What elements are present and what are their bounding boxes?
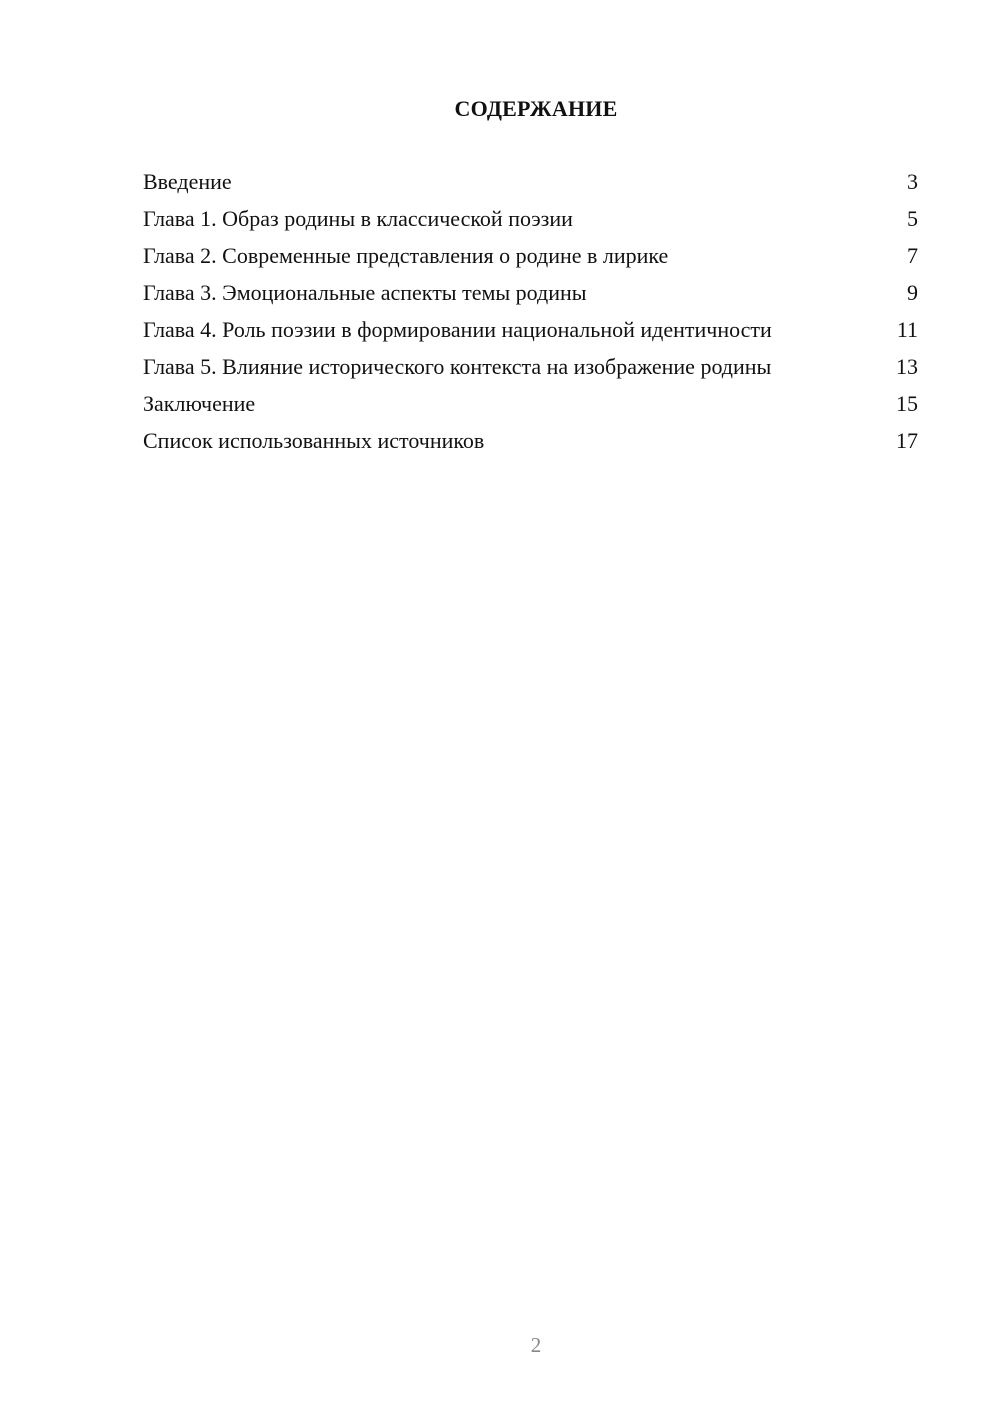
toc-item-page: 17 — [896, 428, 918, 453]
toc-item-page: 5 — [907, 206, 918, 231]
toc-item-chapter-5 — [143, 353, 918, 380]
toc-item-page: 3 — [907, 169, 918, 194]
toc-item-page: 7 — [907, 243, 918, 268]
toc-item-introduction — [143, 168, 918, 195]
toc-item-chapter-4 — [143, 316, 918, 343]
toc-item-text: Глава 2. Современные представления о родине в лирике — [143, 243, 669, 268]
table-of-contents — [143, 168, 918, 464]
toc-item-text: Введение — [143, 169, 232, 194]
toc-item-text: Заключение — [143, 391, 256, 416]
toc-item-chapter-2 — [143, 242, 918, 269]
toc-item-page: 15 — [896, 391, 918, 416]
toc-item-chapter-1 — [143, 205, 918, 232]
toc-item-text: Глава 1. Образ родины в классической поэзии — [143, 206, 573, 231]
toc-item-text: Глава 4. Роль поэзии в формировании национальной идентичности — [143, 317, 772, 342]
toc-item-page: 9 — [907, 280, 918, 305]
toc-item-page: 11 — [896, 317, 918, 342]
toc-item-conclusion — [143, 390, 918, 417]
toc-item-text: Глава 3. Эмоциональные аспекты темы родины — [143, 280, 587, 305]
toc-item-text: Глава 5. Влияние исторического контекста на изображение родины — [143, 354, 772, 379]
toc-item-chapter-3 — [143, 279, 918, 306]
toc-item-text: Список использованных источников — [143, 428, 485, 453]
toc-title: СОДЕРЖАНИЕ — [454, 96, 618, 121]
page-number: 2 — [530, 1333, 542, 1357]
toc-item-page: 13 — [896, 354, 918, 379]
toc-item-references — [143, 427, 918, 454]
